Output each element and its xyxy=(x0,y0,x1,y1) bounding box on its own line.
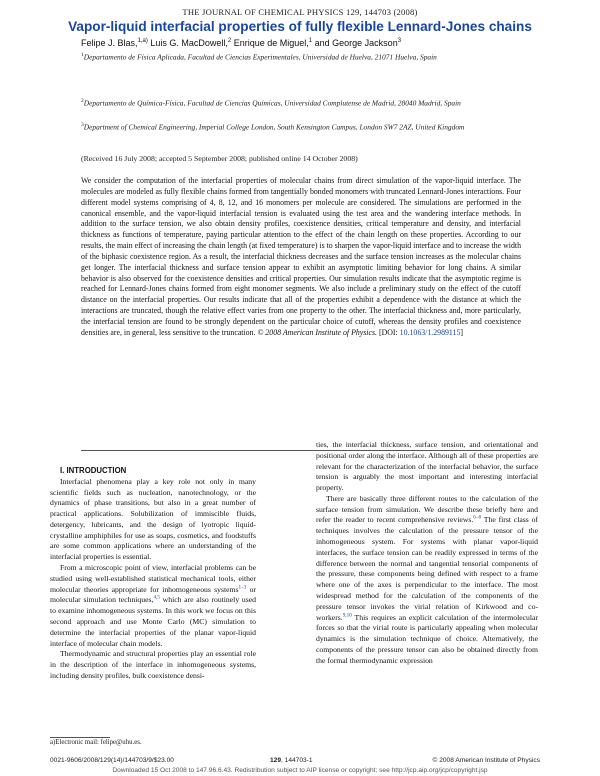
affiliation-marker: 1 xyxy=(81,52,84,58)
received-dates: (Received 16 July 2008; accepted 5 September 2008; published online 14 October 2008) xyxy=(81,154,358,163)
section-heading: I. INTRODUCTION xyxy=(60,466,127,475)
author-name: Luis G. MacDowell, xyxy=(147,38,228,48)
paragraph: ties, the interfacial thickness, surface tension, and orientational and positional order along the interface. Although all of these properties are relevant for the characterization of the interfacial behavior, the surface tension is arguably the most important and interesting interfacial property. xyxy=(316,440,538,493)
footer-issn: 0021-9606/2008/129(14)/144703/9/$23.00 xyxy=(50,757,174,764)
author-name: Enrique de Miguel, xyxy=(231,38,309,48)
doi-suffix: ] xyxy=(460,327,464,337)
affiliation-3 xyxy=(81,121,501,132)
paragraph-text: The first class of techniques involves the calculation of the pressure tensor of the inhomogeneous system. For systems with planar vapor-liquid interfaces, the surface tension can be readily expressed in terms of the difference between the normal and tangential tensorial components of the pressure, these components being defined with respect to a frame where one of the axes is perpendicular to the interface. The most widespread method for the calculation of the components of the pressure tensor invokes the virial relation of Kirkwood and co-workers. xyxy=(316,515,539,622)
journal-header: THE JOURNAL OF CHEMICAL PHYSICS 129, 144703 (2008) xyxy=(182,7,418,17)
paragraph-text: which are also routinely used to examine inhomogeneous systems. In this work we focus on this second approach and use Monte Carlo (MC) simulation to determine the interfacial properties of the planar vapor-liquid interface of molecular chain models. xyxy=(50,595,256,648)
paragraph xyxy=(50,563,256,649)
paper-title: Vapor-liquid interfacial properties of fully flexible Lennard-Jones chains xyxy=(68,19,532,34)
left-column xyxy=(50,466,256,682)
affiliation-1 xyxy=(81,51,501,62)
abstract xyxy=(81,176,521,339)
author-affil-marker: 2 xyxy=(227,38,232,44)
paragraph: Interfacial phenomena play a key role not only in many scientific fields such as nucleation, nanotechnology, or the dynamics of phase transitions, but also in a great number of practical applications. Solubilization of immiscible fluids, detergency, lubricants, and the design of lyotropic liquid-crystalline amphiphiles for use as soaps, cosmetics, and foodstuffs are some common applications where an understanding of the interfacial properties is essential. xyxy=(50,476,256,562)
author-affil-marker: 3 xyxy=(397,38,402,44)
doi-link[interactable]: 10.1063/1.2989115 xyxy=(399,327,461,337)
footer-copyright: © 2008 American Institute of Physics xyxy=(432,757,540,764)
citation[interactable]: 9,10 xyxy=(342,611,352,618)
citation[interactable]: 6–8 xyxy=(473,514,482,521)
author-name: Felipe J. Blas, xyxy=(81,38,138,48)
paragraph-text: There are basically three different routes to the calculation of the surface tension from simulation. We describe these briefly here and refer the reader to recent comprehensive reviews. xyxy=(316,493,538,525)
affiliation-text: Department of Chemical Engineering, Imperial College London, South Kensington Campus, London SW7 2AZ, United Kingdom xyxy=(83,122,465,132)
footer-page-number: , 144703-1 xyxy=(281,757,313,764)
download-notice: Downloaded 15 Oct 2008 to 147.96.6.43. Redistribution subject to AIP license or copyright; see http://jcp.aip.org/jcp/copyright.jsp xyxy=(112,767,488,774)
paragraph-text: This requires an explicit calculation of the intermolecular forces so that the virial route is particularly appealing when molecular dynamics is the simulation technique of choice. Alternatively, the components of the pressure tensor can also be obtained directly from the formal thermodynamic expression xyxy=(316,612,538,665)
citation[interactable]: 4,5 xyxy=(153,594,160,601)
right-column xyxy=(316,440,538,666)
affiliation-marker: 2 xyxy=(81,98,84,104)
author-list xyxy=(81,38,521,48)
author-name: and George Jackson xyxy=(312,38,398,48)
abstract-body: We consider the computation of the interfacial properties of molecular chains from direct simulation of the vapor-liquid interface. The molecules are modeled as fully flexible chains formed from tangentially bonded monomers with truncated Lennard-Jones interactions. Four different model systems comprising of 4, 8, 12, and 16 monomers per molecule are considered. The simulations are performed in the canonical ensemble, and the vapor-liquid interfacial tension is evaluated using the test area and the wandering interface methods. In addition to the surface tension, we also obtain density profiles, coexistence densities, critical temperature and density, and interfacial thickness as functions of temperature, paying particular attention to the effect of the chain length on these properties. According to our results, the main effect of increasing the chain length (at fixed temperature) is to sharpen the vapor-liquid interface and to increase the width of the biphasic coexistence region. As a result, the interfacial thickness decreases and the surface tension increases as the molecular chains get longer. The interfacial thickness and surface tension appear to exhibit an asymptotic limiting behavior for long chains. A similar behavior is also observed for the coexistence densities and critical properties. Our simulation results indicate that the asymptotic regime is reached for Lennard-Jones chains formed from eight monomer segments. We also include a preliminary study on the effect of the cutoff distance on the interfacial properties. Our results indicate that all of the properties exhibit a dependence with the distance at which the interactions are truncated, though the relative effect varies from one property to the other. The interfacial thickness and, more particularly, the interfacial tension are found to be strongly dependent on the particular choice of cutoff, whereas the density profiles and coexistence densities are, in general, less sensitive to the truncation. xyxy=(81,176,521,337)
doi-prefix: [DOI: xyxy=(378,327,400,337)
copyright-notice: © 2008 American Institute of Physics. xyxy=(257,327,377,337)
affiliation-text: Departamento de Química-Física, Facultad de Ciencias Químicas, Universidad Complutense de Madrid, 28040 Madrid, Spain xyxy=(83,98,461,108)
paragraph: Thermodynamic and structural properties play an essential role in the description of the interface in inhomogeneous systems, including density profiles, bulk coexistence densi- xyxy=(50,649,256,680)
affiliation-text: Departamento de Física Aplicada, Facultad de Ciencias Experimentales, Universidad de Huelva, 21071 Huelva, Spain xyxy=(83,52,437,62)
paragraph-text: From a microscopic point of view, interfacial problems can be studied using well-established statistical mechanical tools, either molecular theories appropriate for inhomogeneous systems xyxy=(50,563,256,594)
footer-page xyxy=(270,757,313,764)
author-affil-marker: 1 xyxy=(308,38,313,44)
author-affil-marker: 1,a) xyxy=(137,38,148,44)
footer-volume: 129 xyxy=(270,757,282,764)
affiliation-marker: 3 xyxy=(81,122,84,128)
affiliation-2 xyxy=(81,97,501,108)
paragraph-text: or molecular simulation techniques, xyxy=(50,584,256,605)
paragraph xyxy=(316,494,538,667)
citation[interactable]: 1–3 xyxy=(238,584,247,591)
footnote: a)Electronic mail: felipe@uhu.es. xyxy=(50,739,142,746)
footnote-divider xyxy=(50,737,110,738)
